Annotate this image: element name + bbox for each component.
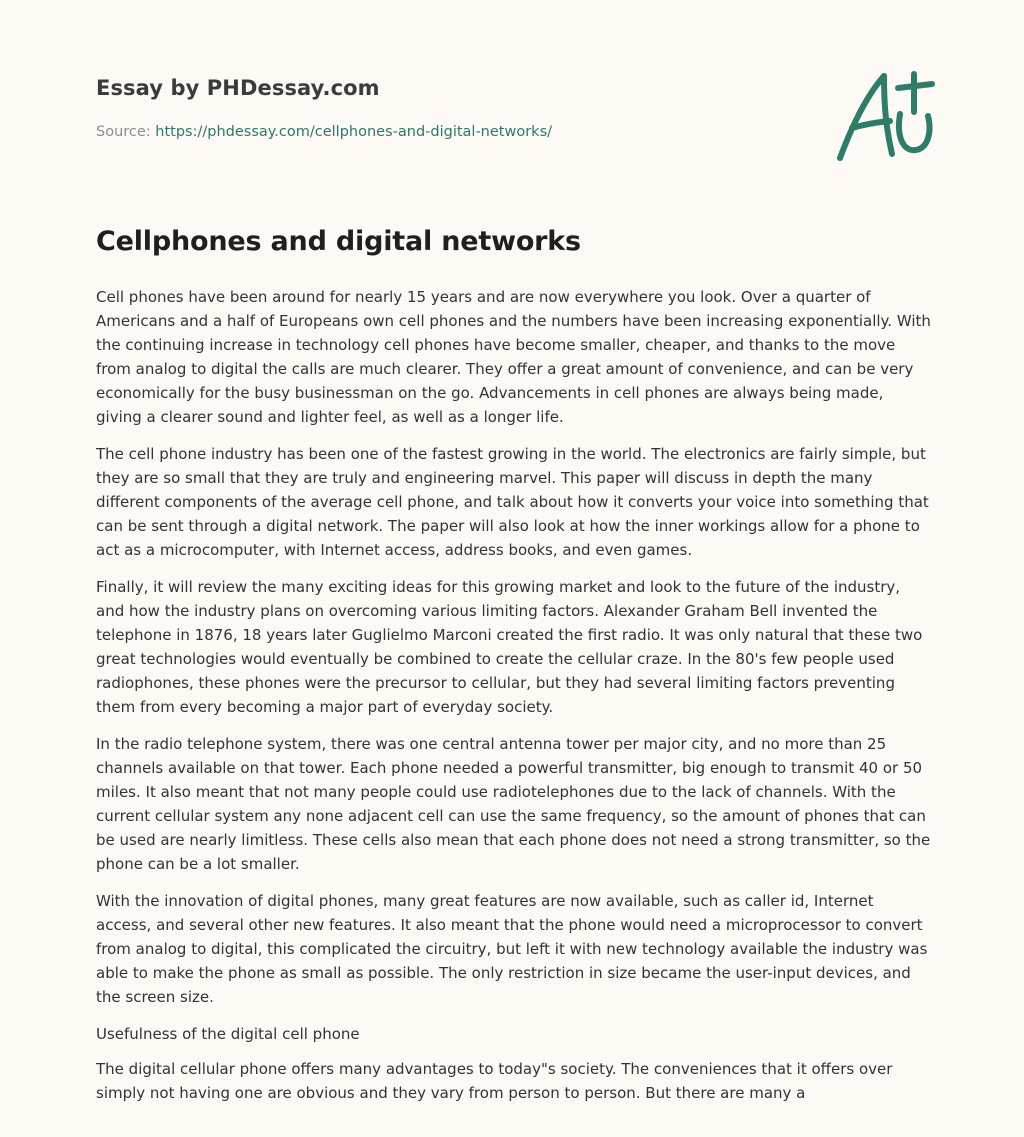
essay-title: Cellphones and digital networks (96, 226, 581, 257)
a-plus-logo-icon (826, 66, 936, 166)
section-subheading: Usefulness of the digital cell phone (96, 1025, 360, 1043)
source-link[interactable]: https://phdessay.com/cellphones-and-digital-networks/ (155, 124, 553, 140)
essay-paragraph: With the innovation of digital phones, many great features are now available, such as caller id, Internet access, and several other new features. It also meant that the phone would need a microprocessor to convert from analog to digital, this complicated the circuitry, but left it with new technology available the industry was able to make the phone as small as possible. The only restriction in size became the user-input devices, and the screen size. (96, 892, 928, 1006)
essay-paragraph: Finally, it will review the many exciting ideas for this growing market and look to the future of the industry, and how the industry plans on overcoming various limiting factors. Alexander Graham Bell invented the telephone in 1876, 18 years later Guglielmo Marconi created the first radio. It was only natural that these two great technologies would eventually be combined to create the cellular craze. In the 80's few people used radiophones, these phones were the precursor to cellular, but they had several limiting factors preventing them from every becoming a major part of everyday society. (96, 578, 923, 716)
essay-paragraph: Cell phones have been around for nearly 15 years and are now everywhere you look. Over a quarter of Americans and a half of Europeans own cell phones and the numbers have been increasing exponentially. With the continuing increase in technology cell phones have become smaller, cheaper, and thanks to the move from analog to digital the calls are much clearer. They offer a great amount of convenience, and can be very economically for the busy businessman on the go. Advancements in cell phones are always being made, giving a clearer sound and lighter feel, as well as a longer life. (96, 288, 931, 426)
source-line (96, 124, 552, 140)
essay-paragraph: In the radio telephone system, there was one central antenna tower per major city, and no more than 25 channels available on that tower. Each phone needed a powerful transmitter, big enough to transmit 40 or 50 miles. It also meant that not many people could use radiotelephones due to the lack of channels. With the current cellular system any none adjacent cell can use the same frequency, so the amount of phones that can be used are nearly limitless. These cells also mean that each phone does not need a strong transmitter, so the phone can be a lot smaller. (96, 735, 931, 873)
brand-title: Essay by PHDessay.com (96, 76, 380, 100)
essay-paragraph: The cell phone industry has been one of the fastest growing in the world. The electronics are fairly simple, but they are so small that they are truly and engineering marvel. This paper will discuss in depth the many different components of the average cell phone, and talk about how it converts your voice into something that can be sent through a digital network. The paper will also look at how the inner workings allow for a phone to act as a microcomputer, with Internet access, address books, and even games. (96, 445, 929, 559)
essay-body (96, 285, 932, 1118)
page-header (96, 0, 928, 210)
essay-paragraph: The digital cellular phone offers many advantages to today"s society. The conveniences that it offers over simply not having one are obvious and they vary from person to person. But there are many a (96, 1060, 893, 1102)
source-label: Source: (96, 124, 156, 140)
